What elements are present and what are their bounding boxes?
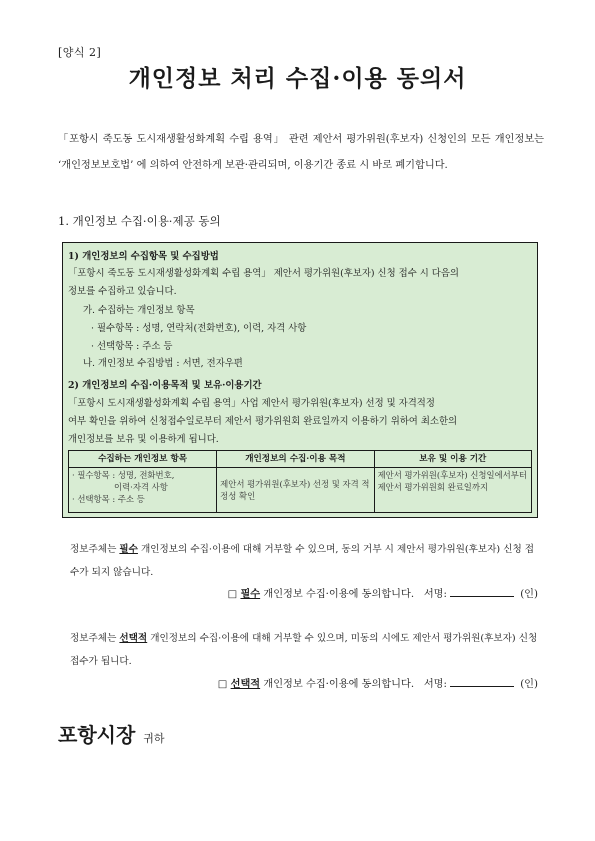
- para-prefix: 정보주체는: [70, 633, 120, 644]
- signature-label: 서명:: [423, 589, 447, 600]
- signature-label: 서명:: [423, 679, 447, 690]
- addressee-name: 포항시장: [58, 723, 136, 747]
- form-label: [양식 2]: [58, 46, 102, 59]
- table-header-row: [69, 451, 532, 468]
- box-heading-purpose: 2) 개인정보의 수집·이용목적 및 보유·이용기간: [68, 380, 262, 391]
- table-cell-purpose: 제안서 평가위원(후보자) 선정 및 자격 적정성 확인: [217, 468, 374, 513]
- optional-consent-line: [218, 675, 538, 690]
- required-keyword: 필수: [240, 588, 261, 600]
- seal-mark: (인): [520, 679, 538, 690]
- signature-field[interactable]: [450, 676, 514, 687]
- table-row: [69, 468, 532, 513]
- box-heading-collection: 1) 개인정보의 수집항목 및 수집방법: [68, 251, 219, 262]
- box-list-item: 나. 개인정보 수집방법 : 서면, 전자우편: [83, 358, 243, 369]
- required-consent-paragraph: [70, 538, 540, 584]
- cell-line: 이력·자격 사항: [114, 482, 168, 492]
- para-body: 개인정보의 수집·이용에 대해 거부할 수 있으며, 미동의 시에도 제안서 평가위원(후보자) 신청 접수가 됩니다.: [70, 633, 538, 667]
- table-header: 보유 및 이용 기간: [374, 451, 531, 468]
- required-keyword: 필수: [119, 544, 138, 555]
- box-text: 「포항시 죽도동 도시재생활성화계획 수립 용역」 제안서 평가위원(후보자) 신청 접수 시 다음의: [68, 268, 459, 279]
- table-header: 수집하는 개인정보 항목: [69, 451, 217, 468]
- consent-text: 개인정보 수집·이용에 동의합니다.: [260, 589, 415, 600]
- para-prefix: 정보주체는: [70, 544, 120, 555]
- cell-line: · 선택항목 : 주소 등: [72, 494, 145, 504]
- box-text: 정보를 수집하고 있습니다.: [68, 286, 177, 297]
- intro-paragraph: 「포항시 죽도동 도시재생활성화계획 수립 용역」 관련 제안서 평가위원(후보자) 신청인의 모든 개인정보는 ‘개인정보보호법’ 에 의하여 안전하게 보관·관리되며, 이용기간 종료 시 바로 폐기합니다.: [58, 134, 544, 171]
- optional-consent-paragraph: [70, 627, 540, 673]
- table-cell-items: [69, 468, 217, 513]
- table-header: 개인정보의 수집·이용 목적: [217, 451, 374, 468]
- optional-keyword: 선택적: [119, 633, 148, 644]
- optional-keyword: 선택적: [230, 678, 261, 690]
- consent-info-box: [62, 242, 538, 518]
- seal-mark: (인): [520, 589, 538, 600]
- addressee-suffix: 귀하: [143, 732, 165, 745]
- para-body: 개인정보의 수집·이용에 대해 거부할 수 있으며, 동의 거부 시 제안서 평가위원(후보자) 신청 접수가 되지 않습니다.: [70, 544, 535, 578]
- required-consent-line: [228, 585, 538, 600]
- box-text: 여부 확인을 위하여 신청접수일로부터 제안서 평가위원회 완료일까지 이용하기 위하여 최소한의: [68, 416, 458, 427]
- table-cell-period: 제안서 평가위원(후보자) 신청일에서부터 제안서 평가위원회 완료일까지: [374, 468, 531, 513]
- cell-line: · 필수항목 : 성명, 전화번호,: [72, 470, 175, 480]
- box-list-item: · 선택항목 : 주소 등: [91, 341, 173, 352]
- required-consent-checkbox[interactable]: □: [227, 589, 238, 600]
- optional-consent-checkbox[interactable]: □: [217, 679, 228, 690]
- document-title: 개인정보 처리 수집·이용 동의서: [128, 65, 467, 92]
- box-text: 「포항시 도시재생활성화계획 수립 용역」사업 제안서 평가위원(후보자) 선정 및 자격적정: [68, 398, 435, 409]
- signature-field[interactable]: [450, 586, 514, 597]
- box-text: 개인정보를 보유 및 이용하게 됩니다.: [68, 434, 219, 445]
- addressee: [58, 719, 165, 748]
- section-heading: 1. 개인정보 수집·이용·제공 동의: [58, 214, 221, 228]
- box-list-item: 가. 수집하는 개인정보 항목: [83, 305, 195, 316]
- box-list-item: · 필수항목 : 성명, 연락처(전화번호), 이력, 자격 사항: [91, 323, 307, 334]
- consent-text: 개인정보 수집·이용에 동의합니다.: [260, 679, 415, 690]
- retention-table: [68, 450, 532, 513]
